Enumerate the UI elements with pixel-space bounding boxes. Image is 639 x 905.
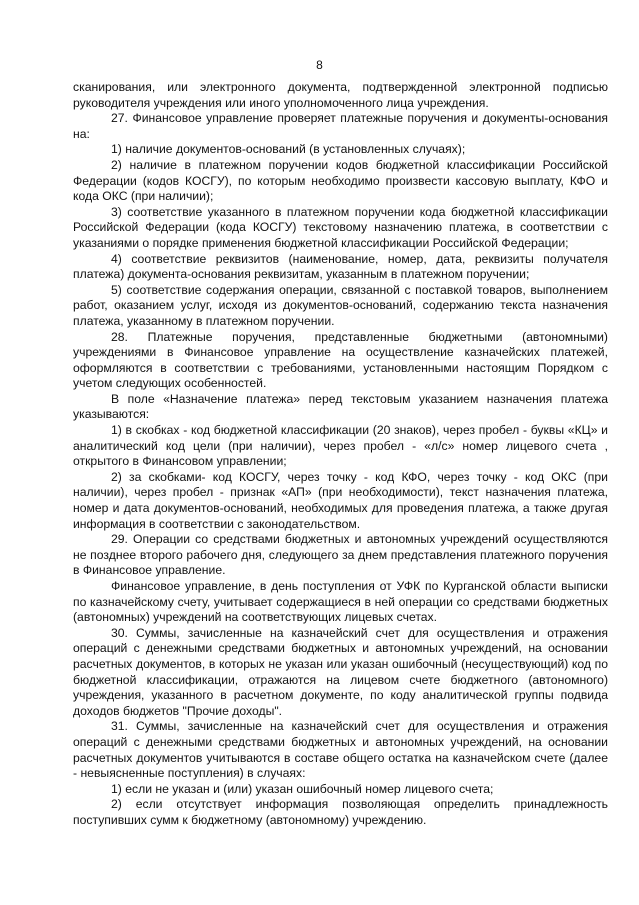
paragraph-28-subitem-2: 2) за скобками- код КОСГУ, через точку - код КФО, через точку - код ОКС (при наличии), через пробел - признак «АП» (при необходимости), текст назначения платежа, номер и дата документов-оснований, необходимых для проведения платежа, а также другая информация в соответствии с законодательством.: [73, 469, 608, 531]
paragraph-31-subitem-1: 1) если не указан и (или) указан ошибочный номер лицевого счета;: [111, 781, 494, 796]
paragraph-27-subitem-2: 2) наличие в платежном поручении кодов бюджетной классификации Российской Федерации (кодов КОСГУ), по которым необходимо произвести кассовую выплату, КФО и кода ОКС (при наличии);: [73, 157, 608, 204]
paragraph-27-subitem-3: 3) соответствие указанного в платежном поручении кода бюджетной классификации Российской Федерации (кода КОСГУ) текстовому назначению платежа, в соответствии с указаниями о порядке применения бюджетной классификации Российской Федерации;: [73, 204, 608, 250]
document-body: [73, 80, 608, 829]
paragraph-31-subitem-2: 2) если отсутствует информация позволяющая определить принадлежность поступивших сумм к бюджетному (автономному) учреждению.: [73, 797, 608, 827]
paragraph-item-29: 29. Операции со средствами бюджетных и автономных учреждений осуществляются не позднее второго рабочего дня, следующего за днем представления платежного поручения в Финансовое управление.: [73, 532, 608, 578]
paragraph-27-subitem-5: 5) соответствие содержания операции, связанной с поставкой товаров, выполнением работ, оказанием услуг, исходя из документов-оснований, содержанию текста назначения платежа, указанному в платежном поручении.: [73, 282, 608, 328]
paragraph-27-subitem-1: 1) наличие документов-оснований (в установленных случаях);: [111, 142, 466, 157]
paragraph-item-28: 28. Платежные поручения, представленные бюджетными (автономными) учреждениями в Финансовое управление на осуществление казначейских платежей, оформляются в соответствии с требованиями, установленными настоящим Порядком с учетом следующих особенностей.: [73, 329, 608, 391]
page-number: 8: [316, 58, 323, 72]
paragraph-item-31: 31. Суммы, зачисленные на казначейский счет для осуществления и отражения операций с денежными средствами бюджетных и автономных учреждений, на основании расчетных документов учитываются в составе общего остатка на казначейском счете (далее - невыясненные поступления) в случаях:: [73, 719, 608, 781]
paragraph-28-subitem-1: 1) в скобках - код бюджетной классификации (20 знаков), через пробел - буквы «КЦ» и аналитический код цели (при наличии), через пробел - «л/с» номер лицевого счета , открытого в Финансовом управлении;: [73, 423, 608, 469]
paragraph-item-27: 27. Финансовое управление проверяет платежные поручения и документы-основания на:: [73, 111, 608, 141]
paragraph-28-purpose-field: В поле «Назначение платежа» перед текстовым указанием назначения платежа указываются:: [73, 391, 608, 422]
paragraph-27-subitem-4: 4) соответствие реквизитов (наименование, номер, дата, реквизиты получателя платежа) документа-основания реквизитам, указанным в платежном поручении;: [73, 251, 608, 282]
paragraph-29-statement: Финансовое управление, в день поступления от УФК по Курганской области выписки по казначейскому счету, учитывает содержащиеся в ней операции со средствами бюджетных (автономных) учреждений на соответствующих лицевых счетах.: [73, 579, 608, 625]
paragraph-item-30: 30. Суммы, зачисленные на казначейский счет для осуществления и отражения операций с денежными средствами бюджетных и автономных учреждений, на основании расчетных документов, в которых не указан или указан ошибочный (несуществующий) код по бюджетной классификации, отражаются на лицевом счете бюджетного (автономного) учреждения, указанного в расчетном документе, по коду аналитической группы подвида доходов бюджетов "Прочие доходы".: [73, 625, 608, 718]
paragraph-continuation: сканирования, или электронного документа, подтвержденной электронной подписью руководителя учреждения или иного уполномоченного лица учреждения.: [73, 80, 608, 110]
